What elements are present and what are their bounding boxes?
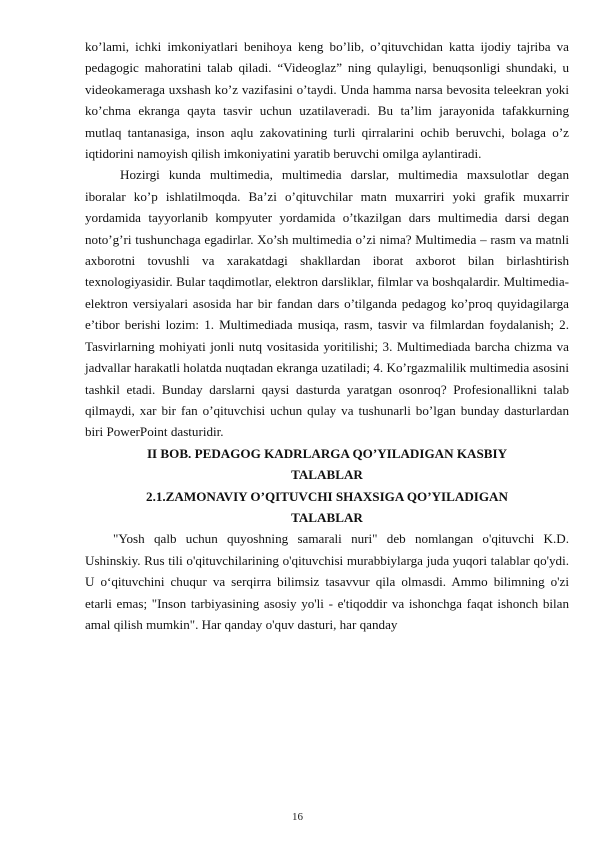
page-content xyxy=(85,36,569,635)
page-number: 16 xyxy=(292,811,303,823)
section-heading: 2.1.ZAMONAVIY O’QITUVCHI SHAXSIGA QO’YILADIGAN TALABLAR xyxy=(146,488,508,525)
paragraph-multimedia: Hozirgi kunda multimedia, multimedia darslar, multimedia maxsulotlar degan iboralar ko’p ishlatilmoqda. Ba’zi o’qituvchilar matn muxarriri yoki grafik muxarrir yordamida tayyorlanib kompyuter yordamida o’tkazilgan dars multimedia darsi degan noto’g’ri tushunchaga egadirlar. Xo’sh multimedia o’zi nima? Multimedia – rasm va matnli axborotni tovushli va xarakatdagi shakllardan iborat axborot bilan birlashtirish texnologiyasidir. Bular taqdimotlar, elektron darsliklar, filmlar va boshqalardir. Multimedia-elektron versiyalari asosida har bir fandan dars o’tilganda pedagog ko’proq quyidagilarga e’tibor berishi lozim: 1. Multimediada musiqa, rasm, tasvir va filmlardan foydalanish; 2. Tasvirlarning mohiyati jonli nutq vositasida yoritilishi; 3. Multimediada barcha chizma va jadvallar harakatli holatda nuqtadan ekranga uzatiladi; 4. Ko’rgazmalilik multimedia asosini tashkil etadi. Bunday darslarni qaysi dasturda yaratgan osonroq? Profesionallikni talab qilmaydi, xar bir fan o’qituvchisi uchun qulay va tushunarli bo’lgan bunday dasturlardan biri PowerPoint dasturidir. xyxy=(85,167,569,440)
paragraph-videoglaz: ko’lami, ichki imkoniyatlari benihoya keng bo’lib, o’qituvchidan katta ijodiy tajriba va pedagogic mahoratini talab qiladi. “Videoglaz” ning qulayligi, benuqsonligi shundaki, u videokameraga uxshash ko’z vazifasini o’taydi. Unda hamma narsa bevosita teleekran yoki ko’chma ekranga qayta tasvir uchun uzatilaveradi. Bu ta’lim jarayonida tafakkurning mutlaq tantanasiga, inson aqlu zakovatining turli qirralarini ochib beruvchi, bolaga o’z iqtidorini namoyish qilish imkoniyatini yaratib beruvchi omilga aylantiradi. xyxy=(85,39,569,162)
chapter-heading: II BOB. PEDAGOG KADRLARGA QO’YILADIGAN KASBIY TALABLAR xyxy=(146,445,508,483)
paragraph-ushinskiy: "Yosh qalb uchun quyoshning samarali nuri" deb nomlangan o'qituvchi K.D. Ushinskiy. Rus tili o'qituvchilarining o'qituvchisi murabbiylarga juda yuqori talablar qo'ydi. U o‘qituvchini chuqur va serqirra bilimsiz tasavvur qila olmasdi. Ammo bilimning o'zi etarli emas; "Inson tarbiyasining asosiy yo'li - e'tiqoddir va ishonchga faqat ishonch bilan amal qilish mumkin". Har qanday o'quv dasturi, har qanday xyxy=(85,531,569,632)
